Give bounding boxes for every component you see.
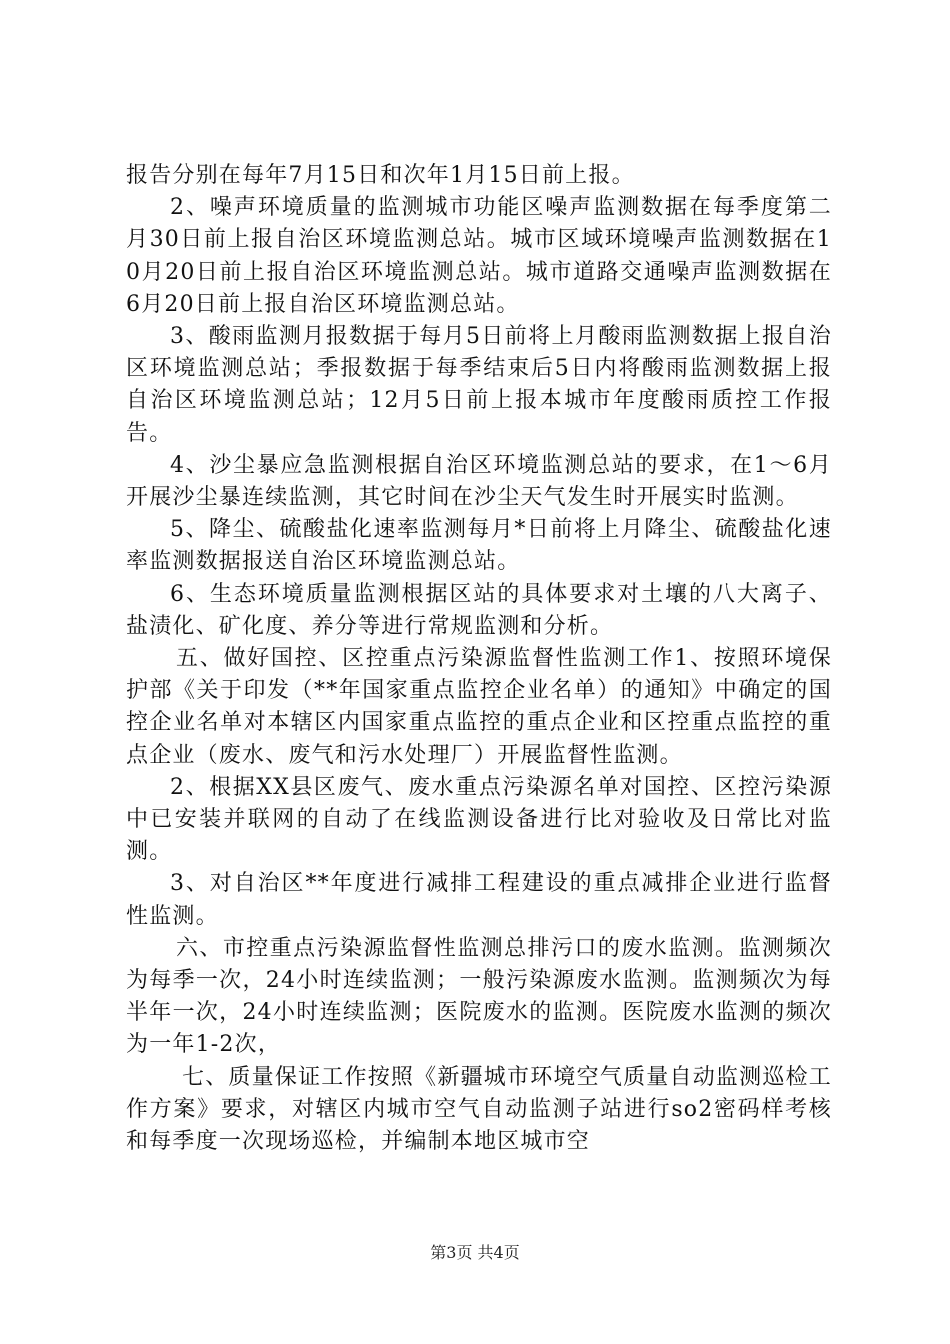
paragraph-emission-reduction: 3、对自治区**年度进行减排工程建设的重点减排企业进行监督性监测。 xyxy=(126,871,832,929)
paragraph-section-seven: 七、质量保证工作按照《新疆城市环境空气质量自动监测巡检工作方案》要求，对辖区内城市空气自动监测子站进行so2密码样考核和每季度一次现场巡检，并编制本地区城市空 xyxy=(126,1064,832,1155)
paragraph-section-six: 六、市控重点污染源监督性监测总排污口的废水监测。监测频次为每季一次，24小时连续监测；一般污染源废水监测。监测频次为每半年一次，24小时连续监测；医院废水的监测。医院废水监测的频次为一年1-2次， xyxy=(126,935,832,1058)
page-number-footer: 第3页 共4页 xyxy=(430,1243,520,1262)
paragraph-ecology: 6、生态环境质量监测根据区站的具体要求对土壤的八大离子、盐渍化、矿化度、养分等进行常规监测和分析。 xyxy=(126,581,832,639)
paragraph-section-five: 五、做好国控、区控重点污染源监督性监测工作1、按照环境保护部《关于印发（**年国家重点监控企业名单）的通知》中确定的国控企业名单对本辖区内国家重点监控的重点企业和区控重点监控的重点企业（废水、废气和污水处理厂）开展监督性监测。 xyxy=(126,646,832,768)
paragraph-sandstorm: 4、沙尘暴应急监测根据自治区环境监测总站的要求，在1～6月开展沙尘暴连续监测，其它时间在沙尘天气发生时开展实时监测。 xyxy=(126,452,832,511)
paragraph-dustfall: 5、降尘、硫酸盐化速率监测每月*日前将上月降尘、硫酸盐化速率监测数据报送自治区环境监测总站。 xyxy=(126,517,832,575)
paragraph-continuation: 报告分别在每年7月15日和次年1月15日前上报。 xyxy=(126,163,635,188)
paragraph-noise-monitoring: 2、噪声环境质量的监测城市功能区噪声监测数据在每季度第二月30日前上报自治区环境监测总站。城市区域环境噪声监测数据在10月20日前上报自治区环境监测总站。城市道路交通噪声监测数据在6月20日前上报自治区环境监测总站。 xyxy=(126,195,832,317)
paragraph-acid-rain: 3、酸雨监测月报数据于每月5日前将上月酸雨监测数据上报自治区环境监测总站；季报数据于每季结束后5日内将酸雨监测数据上报自治区环境监测总站；12月5日前上报本城市年度酸雨质控工作报告。 xyxy=(126,324,832,446)
paragraph-pollution-sources: 2、根据XX县区废气、废水重点污染源名单对国控、区控污染源中已安装并联网的自动了在线监测设备进行比对验收及日常比对监测。 xyxy=(126,774,832,865)
document-body xyxy=(126,160,832,1158)
